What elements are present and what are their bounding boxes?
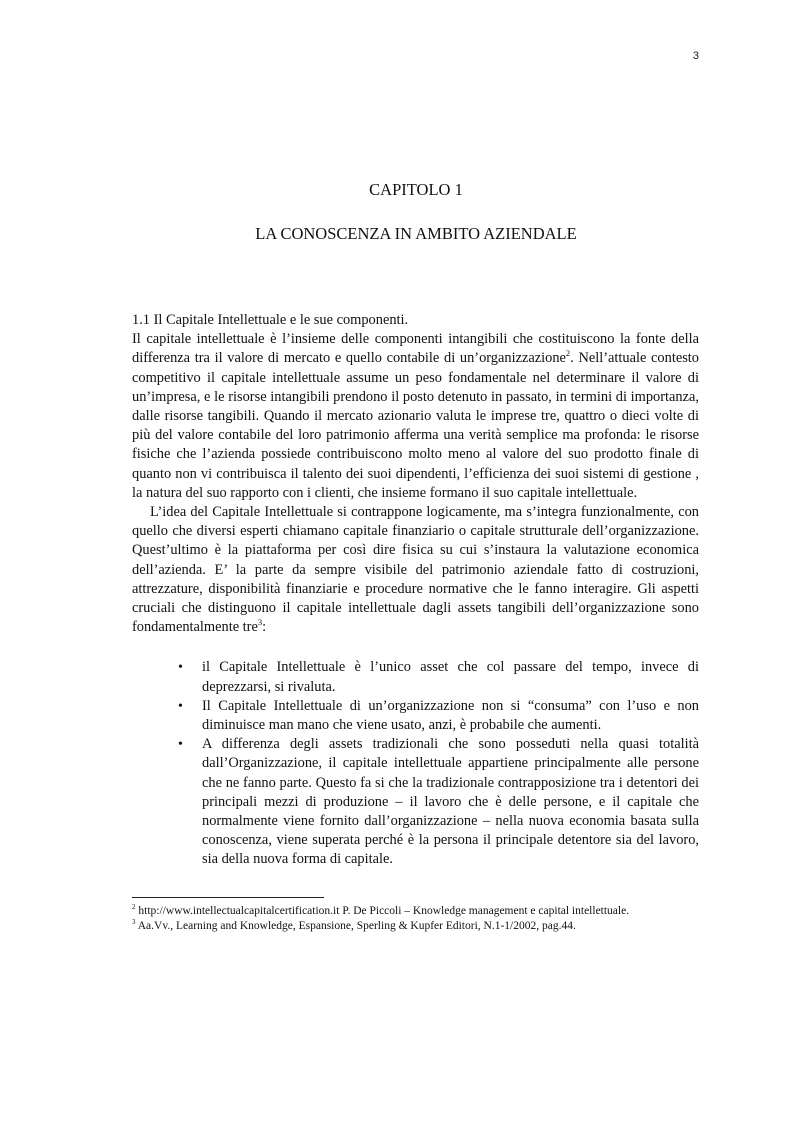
paragraph-2-continued: : xyxy=(262,619,267,636)
footnotes xyxy=(132,904,699,934)
footnote-2-number: 2 xyxy=(132,903,136,912)
paragraph-1 xyxy=(132,330,699,503)
list-item-text: A differenza degli assets tradizionali che sono posseduti nella quasi totalità dall’Organizzazione, il capitale intellettuale appartiene principalmente alle persone che ne fanno parte. Questo fa si che la tradizionale contrapposizione tra i detentori dei principali mezzi di produzione – il lavoro che è delle persone, e il capitale che normalmente viene fornito dall’organizzazione – nella nuova economia basata sulla conoscenza, viene superata perché è la persona il principale detentore sia del lavoro, sia della nuova forma di capitale. xyxy=(202,736,699,868)
footnote-3-text: Aa.Vv., Learning and Knowledge, Espansione, Sperling & Kupfer Editori, N.1-1/2002, pag.44. xyxy=(137,920,576,932)
list-item-text: Il Capitale Intellettuale di un’organizzazione non si “consuma” con l’uso e non diminuisce man mano che viene usato, anzi, è probabile che aumenti. xyxy=(202,697,699,734)
footnote-3-number: 3 xyxy=(132,918,136,927)
bullet-list xyxy=(132,658,699,869)
footnote-3 xyxy=(132,919,699,934)
main-content xyxy=(132,311,699,870)
list-item-text: il Capitale Intellettuale è l’unico asset che col passare del tempo, invece di deprezzarsi, si rivaluta. xyxy=(202,659,699,695)
footnote-divider xyxy=(132,897,324,898)
page-number: 3 xyxy=(692,50,699,62)
chapter-label: CAPITOLO 1 xyxy=(369,180,463,199)
bullet-icon: • xyxy=(178,737,183,753)
footnote-2-text: http://www.intellectualcapitalcertification.it P. De Piccoli – Knowledge management e capital intellettuale. xyxy=(138,905,630,917)
paragraph-1-continued: . Nell’attuale contesto competitivo il capitale intellettuale assume un peso fondamentale nel determinare il valore di un’impresa, e le risorse intangibili prendono il posto detenuto in passato, in termini di importanza, dalle risorse tangibili. Quando il mercato azionario valuta le imprese tre, quattro o dieci volte di più del valore contabile del loro patrimonio afferma una verità semplice ma profonda: le risorse fisiche che l’azienda possiede contribuiscono molto meno al valore del suo prodotto finale di quanto non vi contribuisca il talento dei suoi dipendenti, l’efficienza dei suoi sistemi di gestione , la natura del suo rapporto con i clienti, che insieme formano il suo capitale intellettuale. xyxy=(132,350,700,501)
footnote-ref-2[interactable]: 2 xyxy=(565,348,571,359)
footnote-2 xyxy=(132,904,699,919)
paragraph-2-text: L’idea del Capitale Intellettuale si contrappone logicamente, ma s’integra funzionalmente, con quello che diversi esperti chiamano capitale finanziario o capitale strutturale dell’organizzazione. Quest’ultimo è la piattaforma per così dire fisica su cui s’instaura la valutazione economica dell’azienda. E’ la parte da sempre visibile del patrimonio aziendale fatto di costruzioni, attrezzature, disponibilità finanziarie e procedure normative che le fanno interagire. Gli aspetti cruciali che distinguono il capitale intellettuale dagli assets tangibili dell’organizzazione sono fondamentalmente tre xyxy=(132,504,699,636)
bullet-icon: • xyxy=(178,698,183,714)
chapter-title: LA CONOSCENZA IN AMBITO AZIENDALE xyxy=(255,224,577,243)
list-item xyxy=(132,658,699,696)
list-item xyxy=(132,697,699,735)
paragraph-1-text: Il capitale intellettuale è l’insieme delle componenti intangibili che costituiscono la fonte della differenza tra il valore di mercato e quello contabile di un’organizzazione xyxy=(132,331,699,367)
section-heading: 1.1 Il Capitale Intellettuale e le sue componenti. xyxy=(132,312,409,328)
list-item xyxy=(132,735,699,869)
paragraph-2 xyxy=(132,503,699,637)
bullet-icon: • xyxy=(178,660,183,676)
footnote-ref-3[interactable]: 3 xyxy=(257,617,263,628)
